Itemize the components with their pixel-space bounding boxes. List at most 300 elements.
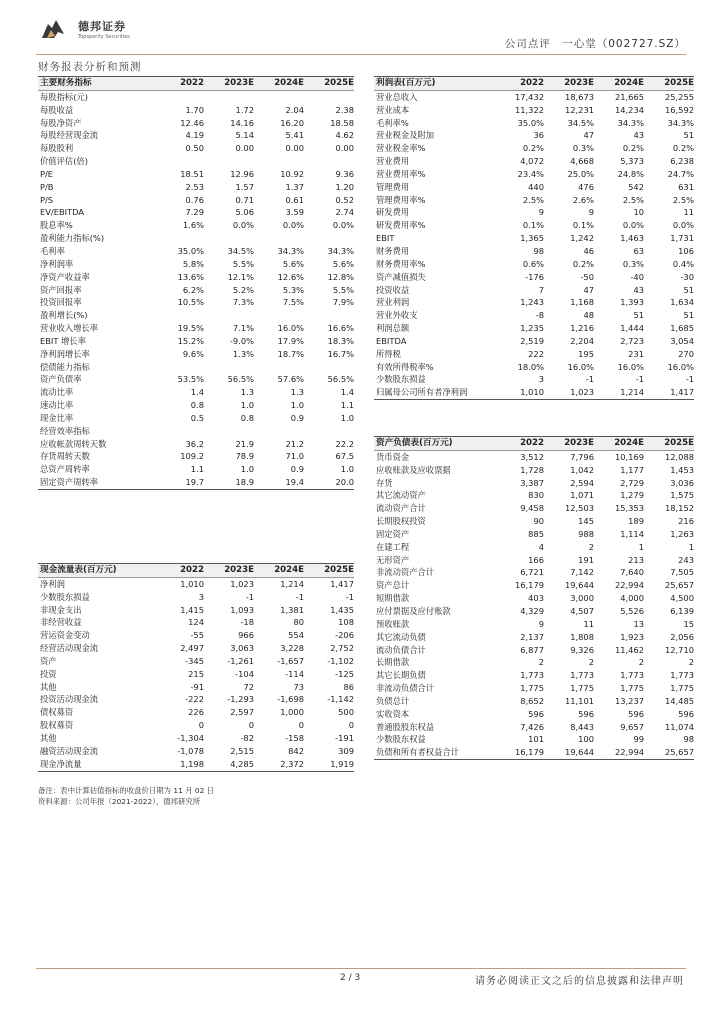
cell-value: 3 <box>538 374 544 385</box>
cell-value: 34.5% <box>567 117 594 128</box>
cell-value: 5.2% <box>232 284 254 295</box>
cell-value: 191 <box>578 554 594 565</box>
row-label: 少数股东权益 <box>376 734 426 745</box>
cell-value: 2 <box>538 657 544 668</box>
table-row <box>374 181 694 194</box>
row-label: 资产回报率 <box>40 284 82 295</box>
cell-value <box>204 425 254 438</box>
cell-value: 5,526 <box>620 605 644 616</box>
table-row <box>374 746 694 759</box>
cell-value: 3,512 <box>520 451 544 462</box>
cell-value: 554 <box>288 630 304 641</box>
row-label: P/S <box>40 194 54 205</box>
cell-value: 1.72 <box>235 104 254 115</box>
cell-value: 108 <box>338 617 354 628</box>
cell-value: 24.8% <box>617 168 644 179</box>
row-label: 经营效率指标 <box>40 425 90 436</box>
row-label: 在建工程 <box>376 541 410 552</box>
cell-value: 0.1% <box>522 220 544 231</box>
cell-value: 4,000 <box>620 593 644 604</box>
brand-logo-icon <box>38 16 68 42</box>
row-label: EBIT <box>376 233 395 244</box>
cell-value: 2,137 <box>520 631 544 642</box>
cell-value: -222 <box>185 694 204 705</box>
cell-value: 13 <box>633 618 644 629</box>
cell-value: 6,721 <box>520 567 544 578</box>
row-label: 应收账款及应收票据 <box>376 464 451 475</box>
cell-value: 0.52 <box>335 194 354 205</box>
cell-value: 0.0% <box>622 220 644 231</box>
cell-value: 10.5% <box>177 297 204 308</box>
cell-value: 4,072 <box>520 156 544 167</box>
table-row <box>38 745 354 758</box>
cell-value: 51 <box>683 130 694 141</box>
cell-value: 15,353 <box>614 503 644 514</box>
cell-value: 23.4% <box>517 168 544 179</box>
row-label: 其它流动负债 <box>376 631 426 642</box>
cell-value: 2.6% <box>572 194 594 205</box>
cell-value: 0.76 <box>185 194 204 205</box>
cell-value: 9,326 <box>570 644 594 655</box>
row-label: 资产负债率 <box>40 374 82 385</box>
cell-value: 1,775 <box>620 683 644 694</box>
cell-value: 1,923 <box>620 631 644 642</box>
cell-value: 7 <box>538 284 544 295</box>
row-label: 应收帐款周转天数 <box>40 438 107 449</box>
table-row <box>374 117 694 130</box>
row-label: 债权募资 <box>40 707 74 718</box>
table-row <box>38 386 354 399</box>
row-label: 价值评估(倍) <box>40 156 88 167</box>
cell-value: 0.71 <box>235 194 254 205</box>
cell-value: -158 <box>285 732 304 743</box>
cell-value: 1,214 <box>594 386 644 399</box>
cell-value: 2023E <box>204 77 254 91</box>
cell-value: 12,231 <box>564 104 594 115</box>
cell-value: 2 <box>588 657 594 668</box>
cell-value: 4,500 <box>670 593 694 604</box>
cell-value: -18 <box>240 617 254 628</box>
cell-value: 0.8 <box>240 412 254 423</box>
cell-value <box>154 309 204 322</box>
cell-value: 1,093 <box>230 604 254 615</box>
row-label: 营业税金率% <box>376 143 426 154</box>
note-line: 资料来源：公司年报（2021-2022），德邦研究所 <box>38 797 201 806</box>
cell-value: 1.0 <box>290 400 304 411</box>
cell-value: 885 <box>528 528 544 539</box>
cell-value: 2024E <box>594 77 644 91</box>
cell-value: 16.0% <box>667 361 694 372</box>
cell-value: 12,088 <box>664 451 694 462</box>
table-row <box>374 631 694 644</box>
table-row <box>38 412 354 425</box>
table-row <box>38 335 354 348</box>
cell-value: 1.20 <box>335 181 354 192</box>
cell-value: 15 <box>683 618 694 629</box>
table-row <box>38 476 354 489</box>
cell-value: 1.0 <box>340 412 354 423</box>
cell-value: 1,243 <box>520 297 544 308</box>
table-row <box>374 296 694 309</box>
row-label: 总资产周转率 <box>40 464 90 475</box>
table-row <box>38 322 354 335</box>
table-row <box>374 232 694 245</box>
cell-value: 9 <box>538 618 544 629</box>
table-row <box>38 129 354 142</box>
cell-value: -1,102 <box>327 655 354 666</box>
row-label: 流动资产合计 <box>376 503 426 514</box>
cell-value: 90 <box>533 516 544 527</box>
cell-value: 3,063 <box>230 643 254 654</box>
table-row <box>38 463 354 476</box>
header-divider <box>36 54 686 55</box>
cell-value: 2024E <box>254 564 304 578</box>
row-label: 营业费用率% <box>376 168 426 179</box>
cell-value: 1,242 <box>570 233 594 244</box>
cell-value: 7.3% <box>232 297 254 308</box>
cell-value: 4,285 <box>204 758 254 771</box>
cell-value: 18.51 <box>180 168 204 179</box>
row-label: 其他 <box>40 732 57 743</box>
row-label: 净利润 <box>40 578 65 589</box>
page-header <box>36 10 686 50</box>
cell-value: 4 <box>538 541 544 552</box>
cell-value: 1.57 <box>235 181 254 192</box>
cell-value: 1,731 <box>670 233 694 244</box>
cell-value: 222 <box>528 348 544 359</box>
cell-value: 47 <box>583 284 594 295</box>
cell-value: 2 <box>588 541 594 552</box>
row-label: 每股股利 <box>40 143 74 154</box>
cell-value: 2.38 <box>335 104 354 115</box>
cell-value: 3,228 <box>280 643 304 654</box>
cell-value: 98 <box>533 245 544 256</box>
cell-value: 1,463 <box>620 233 644 244</box>
cell-value: 0.2% <box>572 258 594 269</box>
report-type: 公司点评 一心堂（002727.SZ） <box>504 38 686 50</box>
table-row <box>38 206 354 219</box>
cell-value: 2,519 <box>520 335 544 346</box>
main-indicators-table <box>38 76 354 490</box>
row-label: 营业税金及附加 <box>376 130 435 141</box>
cell-value: 16.7% <box>327 348 354 359</box>
cell-value: 0.6% <box>522 258 544 269</box>
cell-value: 0.61 <box>285 194 304 205</box>
cell-value: 2,594 <box>570 477 594 488</box>
cell-value: 5.6% <box>282 258 304 269</box>
cell-value: 2025E <box>644 77 694 91</box>
cell-value: 1,279 <box>620 490 644 501</box>
cell-value: 1,634 <box>670 297 694 308</box>
cell-value: 0.0% <box>672 220 694 231</box>
row-label: 偿债能力指标 <box>40 361 90 372</box>
cell-value: 2,204 <box>570 335 594 346</box>
cell-value: 22,994 <box>614 580 644 591</box>
cell-value: 842 <box>288 745 304 756</box>
table-row <box>38 271 354 284</box>
row-label: 管理费用率% <box>376 194 426 205</box>
table-row <box>38 258 354 271</box>
row-label: 净利润增长率 <box>40 348 90 359</box>
table-row <box>374 477 694 490</box>
cell-value: -1 <box>685 374 694 385</box>
row-label: 毛利率 <box>40 245 65 256</box>
table-row <box>374 464 694 477</box>
cell-value: 1,023 <box>230 578 254 589</box>
row-label: 融资活动现金流 <box>40 745 99 756</box>
cell-value: -1 <box>635 374 644 385</box>
cell-value: 3,000 <box>570 593 594 604</box>
cell-value: 1.0 <box>340 464 354 475</box>
cell-value: 3,054 <box>670 335 694 346</box>
cell-value: 4,329 <box>520 605 544 616</box>
cell-value: 22.2 <box>335 438 354 449</box>
cell-value: 1,435 <box>330 604 354 615</box>
cell-value: 1,365 <box>520 233 544 244</box>
table-row <box>38 245 354 258</box>
cell-value: 2.5% <box>622 194 644 205</box>
row-label: 其它流动资产 <box>376 490 426 501</box>
cell-value: 21,665 <box>614 91 644 102</box>
cell-value: 1,417 <box>644 386 694 399</box>
cell-value <box>254 361 304 374</box>
cell-value: 12.96 <box>230 168 254 179</box>
cell-value: 8,652 <box>520 695 544 706</box>
row-label: 资产减值损失 <box>376 271 426 282</box>
cell-value: 7.29 <box>185 207 204 218</box>
cell-value: 12.6% <box>277 271 304 282</box>
cell-value: 14,234 <box>614 104 644 115</box>
row-label: 投资回报率 <box>40 297 82 308</box>
cell-value: 166 <box>528 554 544 565</box>
note-line: 备注：表中计算估值指标的收盘价日期为 11 月 02 日 <box>38 786 215 795</box>
row-label: 负债总计 <box>376 695 410 706</box>
cell-value: 1,775 <box>670 683 694 694</box>
row-label: 普通股股东权益 <box>376 721 435 732</box>
table-row <box>374 373 694 386</box>
cell-value: -30 <box>680 271 694 282</box>
cell-value: 1.37 <box>285 181 304 192</box>
cell-value: 18,152 <box>664 503 694 514</box>
cell-value: 73 <box>293 681 304 692</box>
cell-value: 2022 <box>494 437 544 451</box>
cell-value: 243 <box>678 554 694 565</box>
cell-value: 1,381 <box>280 604 304 615</box>
cell-value: 500 <box>338 707 354 718</box>
cell-value: 34.3% <box>327 245 354 256</box>
cell-value <box>254 232 304 245</box>
row-label: 资产 <box>40 655 57 666</box>
cell-value: -176 <box>525 271 544 282</box>
table-row <box>38 706 354 719</box>
table-row <box>374 695 694 708</box>
table-row <box>374 733 694 746</box>
row-label: 投资活动现金流 <box>40 694 99 705</box>
cell-value: 6,877 <box>520 644 544 655</box>
cell-value: 7,640 <box>620 567 644 578</box>
cell-value: 542 <box>628 181 644 192</box>
row-label: 盈利能力指标(%) <box>40 233 105 244</box>
cell-value: 0.9 <box>290 412 304 423</box>
cell-value: 0.1% <box>572 220 594 231</box>
cell-value: 2 <box>688 657 694 668</box>
table-row <box>374 129 694 142</box>
cell-value: 34.3% <box>617 117 644 128</box>
cell-value: 4,668 <box>570 156 594 167</box>
row-label: P/E <box>40 168 54 179</box>
cell-value: 2,729 <box>620 477 644 488</box>
cell-value: 1,417 <box>330 578 354 589</box>
cell-value: 18.3% <box>327 335 354 346</box>
table-row <box>374 271 694 284</box>
cell-value: 215 <box>188 668 204 679</box>
table-header-row <box>374 77 694 91</box>
cell-value: -1 <box>295 591 304 602</box>
cell-value: 1,775 <box>570 683 594 694</box>
cell-value: 5.6% <box>332 258 354 269</box>
row-label: 营运资金变动 <box>40 630 90 641</box>
row-label: 归属母公司所有者净利润 <box>374 386 494 399</box>
row-label: 现金比率 <box>40 412 74 423</box>
table-row <box>374 579 694 592</box>
cell-value: 1,775 <box>520 683 544 694</box>
cell-value: 2,515 <box>230 745 254 756</box>
table-row <box>38 655 354 668</box>
footer-divider <box>36 968 686 969</box>
table-row <box>374 502 694 515</box>
cell-value: 57.6% <box>277 374 304 385</box>
cell-value: 18.7% <box>277 348 304 359</box>
page-number: 2 / 3 <box>340 973 361 983</box>
cell-value: 1.3 <box>240 387 254 398</box>
cell-value: 12.8% <box>327 271 354 282</box>
cell-value: 2.5% <box>672 194 694 205</box>
cell-value: 5.5% <box>232 258 254 269</box>
table-row <box>374 386 694 399</box>
row-label: 财务费用率% <box>376 258 426 269</box>
cell-value: 78.9 <box>235 451 254 462</box>
table-row <box>374 284 694 297</box>
table-row <box>374 566 694 579</box>
cell-value: 80 <box>293 617 304 628</box>
cell-value: 47 <box>583 130 594 141</box>
cell-value: 1.1 <box>340 400 354 411</box>
cell-value: 46 <box>583 245 594 256</box>
cell-value: 2022 <box>494 77 544 91</box>
table-row <box>38 104 354 117</box>
cell-value: 5.8% <box>182 258 204 269</box>
table-row <box>374 258 694 271</box>
cell-value: 25.0% <box>567 168 594 179</box>
table-notes <box>38 785 214 807</box>
cell-value: -1 <box>585 374 594 385</box>
cell-value: 6.2% <box>182 284 204 295</box>
table-row <box>38 681 354 694</box>
cell-value: 0 <box>348 720 354 731</box>
cell-value <box>154 90 204 103</box>
cell-value: 189 <box>628 516 644 527</box>
cell-value: 1,198 <box>154 758 204 771</box>
cell-value: 106 <box>678 245 694 256</box>
cell-value: 2.5% <box>522 194 544 205</box>
cell-value: -40 <box>630 271 644 282</box>
table-row <box>38 604 354 617</box>
cell-value: 1,010 <box>180 578 204 589</box>
cell-value: 5.41 <box>285 130 304 141</box>
cell-value: 5.14 <box>235 130 254 141</box>
cell-value: 1.4 <box>190 387 204 398</box>
row-label: 经营活动现金流 <box>40 643 99 654</box>
cell-value: 7,426 <box>520 721 544 732</box>
row-label: 流动比率 <box>40 387 74 398</box>
table-row <box>374 541 694 554</box>
row-label: 长期股权投资 <box>376 516 426 527</box>
cell-value: 1,042 <box>570 464 594 475</box>
cell-value: 16.20 <box>280 117 304 128</box>
row-label: 其他 <box>40 681 57 692</box>
cell-value: 48 <box>583 310 594 321</box>
cell-value: 3 <box>198 591 204 602</box>
cell-value <box>304 361 354 374</box>
cell-value: 2.04 <box>285 104 304 115</box>
cell-value: 12.46 <box>180 117 204 128</box>
cell-value <box>204 361 254 374</box>
cell-value: 12,503 <box>564 503 594 514</box>
cell-value: 0.2% <box>522 143 544 154</box>
cell-value <box>254 155 304 168</box>
cell-value: 6,139 <box>670 605 694 616</box>
cell-value <box>154 155 204 168</box>
row-label: 研发费用 <box>376 207 410 218</box>
table-row <box>374 644 694 657</box>
cell-value <box>254 309 304 322</box>
row-label: 资产负债表(百万元) <box>374 437 494 451</box>
cell-value: 21.9 <box>235 438 254 449</box>
cell-value: 18,673 <box>564 91 594 102</box>
table-row <box>374 721 694 734</box>
row-label: 有效所得税率% <box>376 361 434 372</box>
cell-value: 195 <box>578 348 594 359</box>
cell-value: 403 <box>528 593 544 604</box>
cell-value: 10 <box>633 207 644 218</box>
cell-value: 0.0% <box>332 220 354 231</box>
cell-value: 0.8 <box>190 400 204 411</box>
cell-value: 9.6% <box>182 348 204 359</box>
cell-value: 0.4% <box>672 258 694 269</box>
cell-value: 4.19 <box>185 130 204 141</box>
cell-value: 231 <box>628 348 644 359</box>
row-label: 现金净流量 <box>38 758 154 771</box>
row-label: 其它长期负债 <box>376 670 426 681</box>
cell-value: 51 <box>683 284 694 295</box>
cell-value: 9 <box>538 207 544 218</box>
cell-value: 2023E <box>204 564 254 578</box>
cell-value: 13.6% <box>177 271 204 282</box>
cell-value: 25,255 <box>664 91 694 102</box>
row-label: 每股指标(元) <box>40 91 88 102</box>
cell-value: 12.1% <box>227 271 254 282</box>
brand-name: 德邦证券 <box>78 20 126 33</box>
row-label: EV/EBITDA <box>40 207 85 218</box>
table-row <box>374 90 694 103</box>
table-row <box>38 450 354 463</box>
cell-value: 1.3% <box>232 348 254 359</box>
row-label: 营业收入增长率 <box>40 323 99 334</box>
cell-value: 0.0% <box>232 220 254 231</box>
row-label: 流动负债合计 <box>376 644 426 655</box>
row-label: 营业总收入 <box>376 91 418 102</box>
cell-value: 2 <box>638 657 644 668</box>
